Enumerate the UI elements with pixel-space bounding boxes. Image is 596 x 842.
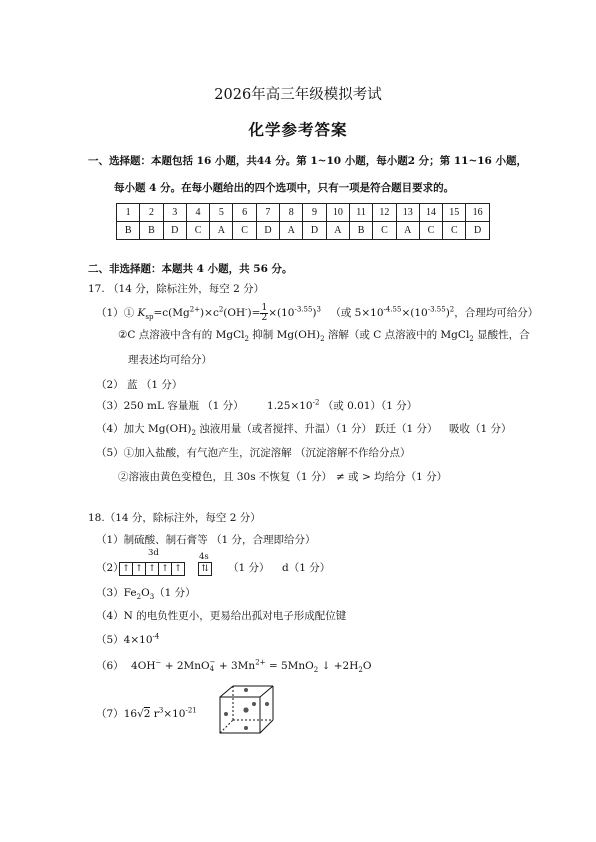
q18-part3 [96,585,196,600]
text-part: 浊液用量（或者搅拌、升温）（1 分） [195,423,373,435]
text-part: O [141,587,150,599]
sqrt-symbol: √ [137,708,144,720]
text-part: 显酸性，合 [473,329,530,341]
formula-sup: 2 [218,305,224,314]
formula-part: =c(Mg [153,307,190,319]
question-number: 14 [419,204,442,222]
q18-header: 18.（14 分，除标注外，每空 2 分） [88,512,261,524]
question-number: 5 [210,204,233,222]
answer-cell: A [326,222,349,240]
question-number: 10 [326,204,349,222]
question-number: 16 [466,204,489,222]
subscript: 2 [358,666,363,675]
text-part: （3）Fe [96,587,137,599]
superscript: − [209,658,216,666]
answer-cell: D [303,222,326,240]
subscript: 3 [149,593,155,602]
orbital-box: ↑ [119,562,133,576]
q18-part6 [96,658,371,673]
answer-cell: C [419,222,442,240]
text-part: （3）250 mL 容量瓶 （1 分） [96,400,244,412]
q18-part2-d: d（1 分） [282,562,331,574]
q17-part4-absorb: 吸收（1 分） [449,423,512,435]
subscript: 2 [469,335,474,344]
q17-header: 17. （14 分，除标注外，每空 2 分） [88,283,265,295]
formula-part: )= [247,307,261,319]
subscript: 2 [191,429,196,438]
fraction-numerator: 1 [261,302,268,313]
q17-part5-line2a: ②溶液由黄色变橙色，且 30s 不恢复（1 分） [118,471,332,483]
ksp-symbol: K [137,307,146,319]
orbital-4s-boxes [198,562,211,576]
sqrt-radicand: 2 [143,708,151,720]
alt-answer: ) [445,307,450,319]
answer-table [116,203,490,240]
equation-part: 4OH [131,660,156,672]
q17-part5-line1: （5）①加入盐酸，有气泡产生，沉淀溶解 （沉淀溶解不作给分点） [96,447,411,459]
text-part: （5）4×10 [96,634,153,646]
section2-header: 二、非选择题：本题共 4 小题，共 56 分。 [88,263,293,275]
superscript: 3 [158,706,164,715]
expression-part: ×10 [163,708,186,720]
ksp-subscript: sp [145,313,154,322]
formula-part: ×(10 [268,307,295,319]
question-number: 4 [186,204,209,222]
subscript: 2 [244,335,249,344]
text-part: （4）加大 Mg(OH) [96,423,192,435]
q17-part3 [96,398,417,413]
superscript: -2 [312,398,320,407]
formula-sup: -3.55 [294,305,313,314]
text-part: 抑制 Mg(OH) [248,329,321,341]
section1-line1: 一、选择题：本题包括 16 小题，共44 分。第 1~10 小题，每小题2 分；第 11~16 小题， [88,155,528,167]
superscript: -4 [152,632,160,641]
question-number: 15 [443,204,466,222]
answer-cell: A [210,222,233,240]
orbital-3d-boxes [119,562,184,576]
alt-answer: ，合理均可给分） [454,307,539,319]
question-number: 3 [163,204,186,222]
q17-part1-line2 [118,327,530,342]
q17-part1-circle: ① [123,307,135,319]
orbital-box: ↑ [171,562,185,576]
q17-part4-transition: 跃迁（1 分） [375,423,438,435]
formula-part: (OH [223,307,246,319]
expression-part: 16 [123,708,138,720]
answer-table-number-row [117,204,490,222]
q17-part4 [96,421,372,436]
alt-answer: ×(10 [401,307,428,319]
answer-cell: B [140,222,163,240]
question-number: 1 [117,204,140,222]
q18-part5 [96,632,159,647]
subscript: 2 [313,666,319,675]
equation-part: + 3Mn [215,660,256,672]
text-part: 溶解（或 C 点溶液中的 MgCl [324,329,470,341]
q18-part4: （4）N 的电负性更小，更易给出孤对电子形成配位键 [96,610,347,622]
formula-part: )×c [200,307,219,319]
answer-cell: C [373,222,396,240]
answer-cell: C [443,222,466,240]
q18-part2-score: （1 分） [228,562,270,574]
q18-part7 [96,706,197,721]
subscript: 4 [209,665,215,673]
text-part: ②C 点溶液中含有的 MgCl [118,329,245,341]
superscript: 2+ [255,658,266,667]
equation-part: + 2MnO [161,660,210,672]
q18-part2-label: （2） [96,562,124,574]
orbital-box: ↑ [145,562,159,576]
question-number: 8 [280,204,303,222]
subscript: 2 [320,335,325,344]
question-number: 7 [256,204,279,222]
q17-part1-line3: 理表述均可给分） [128,354,212,366]
answer-cell: A [280,222,303,240]
equation-part: = 5MnO [265,660,314,672]
crystal-unit-cell-diagram [210,680,286,740]
question-number: 2 [140,204,163,222]
orbital-box: ↑ [158,562,172,576]
formula-sup: - [245,305,248,314]
answer-cell: D [466,222,489,240]
answer-table-answer-row [117,222,490,240]
alt-sup: 2 [449,305,455,314]
answer-cell: D [256,222,279,240]
q17-part1-label: （1） [96,307,124,319]
question-number: 12 [373,204,396,222]
alt-answer: （或 5×10 [330,307,384,319]
fraction-denominator: 2 [261,312,268,323]
formula-sup: 3 [316,305,321,314]
q17-part2: （2） 蓝 （1 分） [96,379,183,391]
subject-title: 化学参考答案 [248,120,348,139]
answer-cell: B [349,222,372,240]
formula-part: ) [312,307,317,319]
equation-part: ↓ +2H [318,660,359,672]
text-part: （1 分） [154,587,196,599]
question-number: 13 [396,204,419,222]
formula-sup: 2+ [189,305,201,314]
q17-part5-line2b: ≠ 或 > 均给分（1 分） [336,471,448,483]
superscript: − [155,658,162,667]
superscript: -21 [185,706,197,715]
section1-line2: 每小题 4 分。在每小题给出的四个选项中，只有一项是符合题目要求的。 [114,182,455,194]
concentration-value: 1.25×10 [267,400,313,412]
q17-part1-line1 [96,302,538,324]
alt-sup: -4.55 [383,305,402,314]
answer-cell: C [186,222,209,240]
orbital-4s-label: 4s [199,552,209,562]
part-label: （7） [96,708,124,720]
text-part: （或 0.01）（1 分） [322,400,418,412]
orbital-box: ⇅ [198,562,212,576]
question-number: 9 [303,204,326,222]
exam-title: 2026年高三年级模拟考试 [214,87,382,103]
answer-cell: C [233,222,256,240]
question-number: 11 [349,204,372,222]
answer-cell: A [396,222,419,240]
part-label: （6） [96,660,124,672]
equation-part: O [362,660,372,672]
orbital-3d-label: 3d [148,548,159,558]
expression-part: r [150,708,159,720]
question-number: 6 [233,204,256,222]
answer-cell: D [163,222,186,240]
answer-cell: B [117,222,140,240]
orbital-box: ↑ [132,562,146,576]
alt-sup: -3.55 [427,305,446,314]
subscript: 2 [136,593,142,602]
q18-part1: （1）制硫酸、制石膏等 （1 分，合理即给分） [96,534,316,546]
